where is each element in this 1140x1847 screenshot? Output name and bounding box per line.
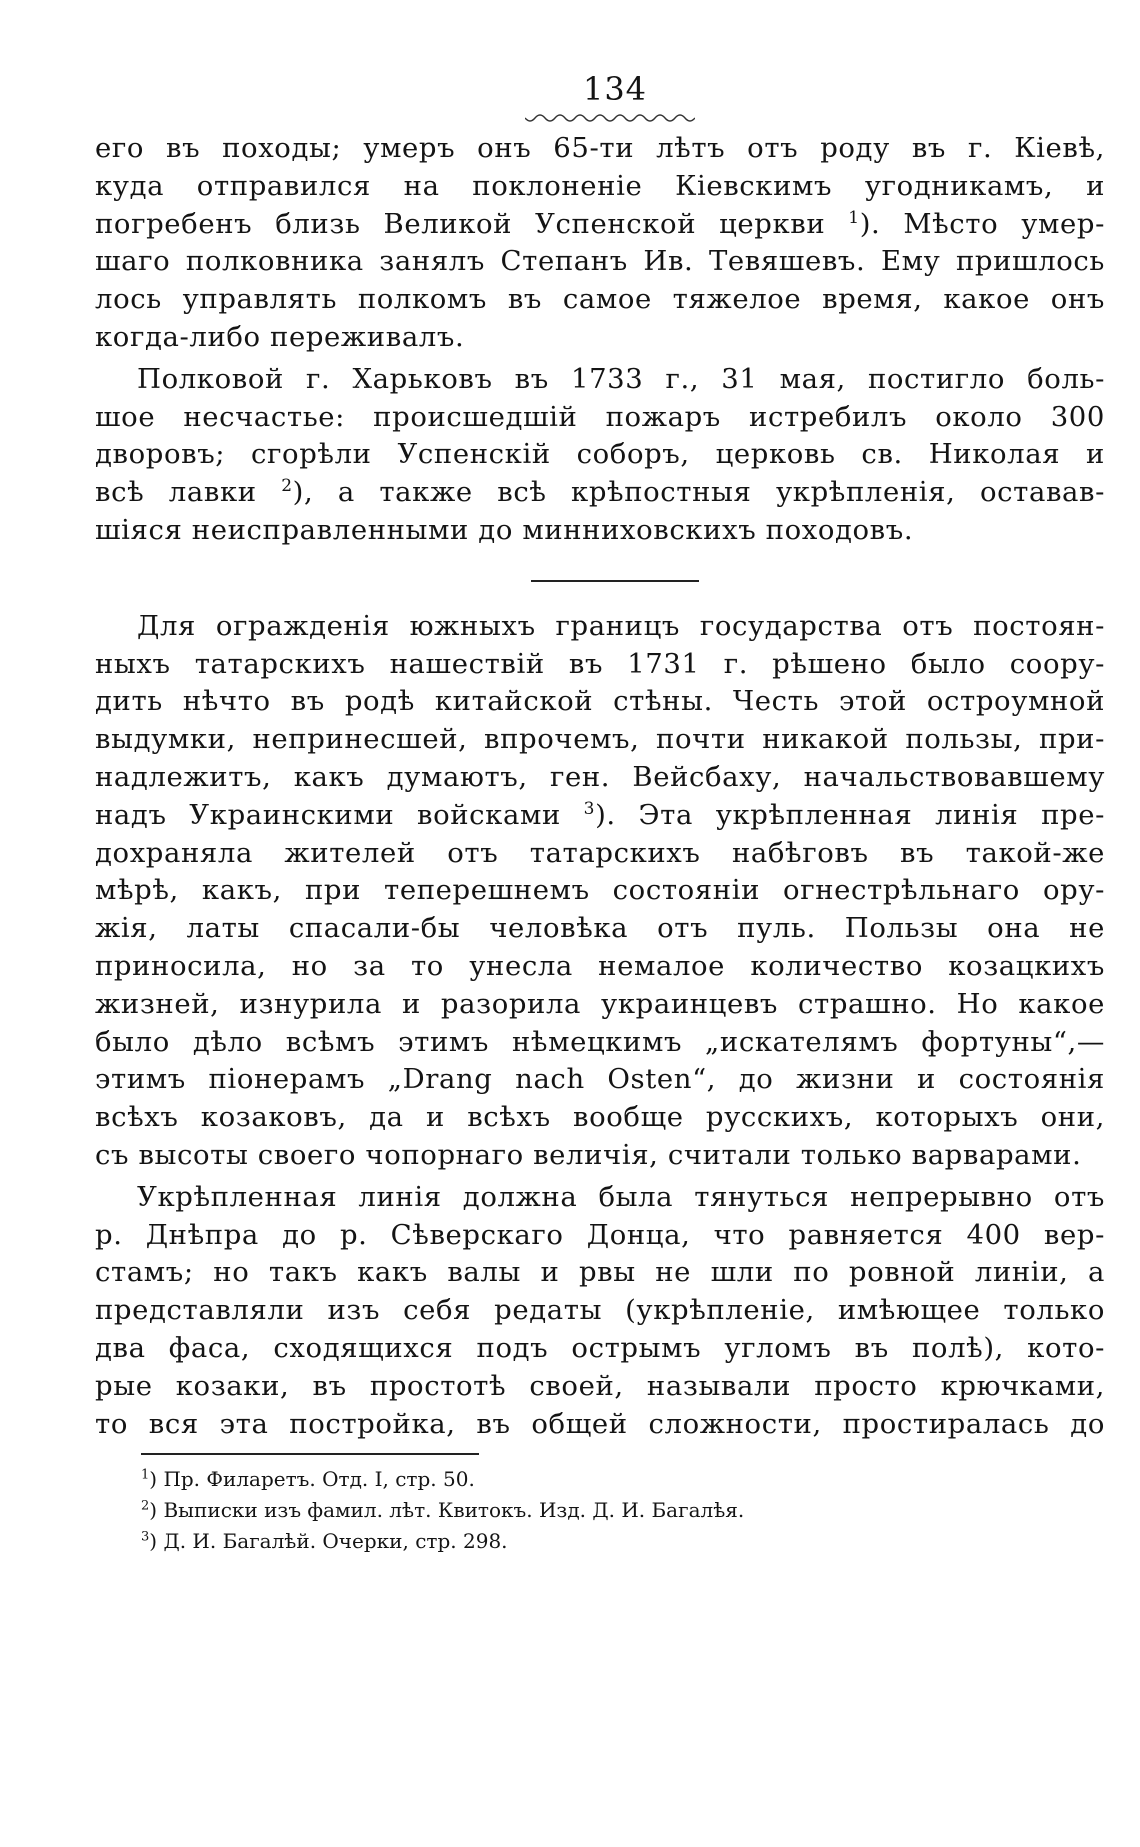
paragraph-2	[95, 361, 1105, 550]
text-fragment: погребенъ близь Великой Успенской церкви	[95, 207, 826, 240]
text-fragment: ). Эта укрѣпленная линія пре-	[595, 798, 1106, 831]
text-line: р. Днѣпра до р. Сѣверскаго Донца, что равняется 400 вер-	[95, 1218, 1105, 1251]
text-line: когда-либо переживалъ.	[95, 320, 465, 353]
text-line: его въ походы; умеръ онъ 65-ти лѣтъ отъ роду въ г. Кіевѣ,	[95, 132, 1105, 164]
text-line: этимъ піонерамъ „Drang nach Osten“, до жизни и состоянія	[95, 1063, 1105, 1096]
text-fragment: ), а также всѣ крѣпостныя укрѣпленія, оставав-	[292, 476, 1105, 509]
book-page	[95, 70, 1105, 1557]
text-line: то вся эта постройка, въ общей сложности, простиралась до	[95, 1407, 1105, 1440]
main-text	[95, 130, 1105, 1443]
text-line: жизней, изнурила и разорила украинцевъ страшно. Но какое	[95, 987, 1105, 1020]
footnote-2	[141, 1495, 1105, 1526]
text-fragment: всѣ лавки	[95, 476, 257, 509]
text-line: Для огражденія южныхъ границъ государства отъ постоян-	[137, 609, 1105, 642]
text-line: ныхъ татарскихъ нашествій въ 1731 г. рѣшено было соору-	[95, 647, 1105, 680]
text-line: дворовъ; сгорѣли Успенскій соборъ, церковь св. Николая и	[95, 438, 1105, 471]
footnote-mark: 2	[141, 1498, 150, 1514]
text-fragment: ). Мѣсто умер-	[859, 207, 1105, 240]
paragraph-4	[95, 1179, 1105, 1444]
paragraph-3	[95, 608, 1105, 1175]
footnote-ref-2[interactable]: 2	[281, 476, 293, 497]
footnote-text: ) Выписки изъ фамил. лѣт. Квитокъ. Изд. Д. И. Багалѣя.	[149, 1498, 745, 1523]
footnote-ref-1[interactable]: 1	[848, 207, 860, 228]
footnote-mark: 1	[141, 1467, 150, 1483]
text-line	[95, 206, 1105, 244]
text-line: было дѣло всѣмъ этимъ нѣмецкимъ „искателямъ фортуны“,—	[95, 1025, 1105, 1058]
footnote-ref-3[interactable]: 3	[583, 798, 596, 819]
text-line: надлежитъ, какъ думаютъ, ген. Вейсбаху, начальствовавшему	[95, 760, 1105, 793]
text-line: выдумки, непринесшей, впрочемъ, почти никакой пользы, при-	[95, 723, 1105, 756]
text-fragment: надъ Украинскими войсками	[95, 798, 561, 831]
page-header	[95, 70, 1105, 130]
text-line: шаго полковника занялъ Степанъ Ив. Тевяшевъ. Ему пришлось	[95, 245, 1105, 278]
text-line	[95, 797, 1105, 835]
footnotes	[141, 1464, 1105, 1557]
text-line: жія, латы спасали-бы человѣка отъ пуль. Пользы она не	[95, 912, 1105, 945]
text-line: дить нѣчто въ родѣ китайской стѣны. Честь этой остроумной	[95, 685, 1105, 718]
text-line: лось управлять полкомъ въ самое тяжелое время, какое онъ	[95, 283, 1105, 316]
section-divider	[531, 580, 699, 582]
text-line: мѣрѣ, какъ, при теперешнемъ состояніи огнестрѣльнаго ору-	[95, 874, 1105, 907]
page-number: 134	[582, 70, 648, 108]
text-line: представляли изъ себя редаты (укрѣпленіе, имѣющее только	[95, 1294, 1105, 1327]
text-line: шое несчастье: происшедшій пожаръ истребилъ около 300	[95, 400, 1105, 433]
footnote-divider	[141, 1453, 479, 1455]
footnote-text: ) Пр. Филаретъ. Отд. I, стр. 50.	[149, 1467, 475, 1492]
text-line: рые козаки, въ простотѣ своей, называли просто крючками,	[95, 1369, 1105, 1402]
paragraph-1	[95, 130, 1105, 357]
text-line: стамъ; но такъ какъ валы и рвы не шли по ровной линіи, а	[95, 1256, 1105, 1289]
text-line: всѣхъ козаковъ, да и всѣхъ вообще русскихъ, которыхъ они,	[95, 1101, 1105, 1134]
text-line: Полковой г. Харьковъ въ 1733 г., 31 мая, постигло боль-	[137, 362, 1105, 395]
text-line: куда отправился на поклоненіе Кіевскимъ угодникамъ, и	[95, 169, 1105, 202]
text-line: съ высоты своего чопорнаго величія, считали только варварами.	[95, 1138, 1082, 1171]
footnote-1	[141, 1464, 1105, 1495]
text-line: приносила, но за то унесла немалое количество козацкихъ	[95, 949, 1105, 982]
text-line: шіяся неисправленными до минниховскихъ походовъ.	[95, 513, 914, 546]
footnote-text: ) Д. И. Багалѣй. Очерки, стр. 298.	[149, 1529, 508, 1554]
text-line: дохраняла жителей отъ татарскихъ набѣговъ въ такой-же	[95, 836, 1105, 869]
text-line: два фаса, сходящихся подъ острымъ угломъ въ полѣ), кото-	[95, 1331, 1105, 1364]
footnote-mark: 3	[141, 1529, 150, 1545]
page-number-ornament	[525, 114, 695, 126]
text-line: Укрѣпленная линія должна была тянуться непрерывно отъ	[137, 1180, 1105, 1213]
footnote-3	[141, 1526, 1105, 1557]
text-line	[95, 474, 1105, 512]
